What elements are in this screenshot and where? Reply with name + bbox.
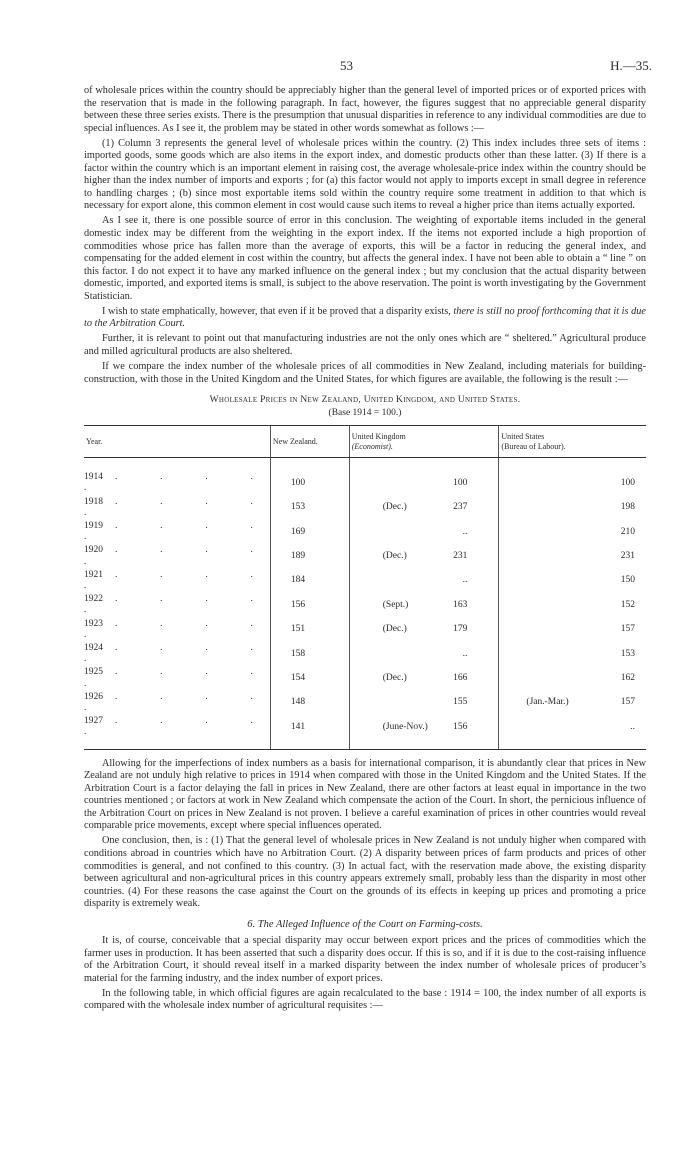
header-nz: New Zealand. (270, 426, 349, 458)
cell-us (499, 520, 646, 544)
leader-dots: . . . . . (84, 472, 269, 494)
uk-value: .. (462, 526, 468, 537)
year-value: 1922 (84, 594, 103, 605)
table-title: Wholesale Prices in New Zealand, United Kingdom, and United States. (209, 395, 521, 406)
page-header (0, 58, 700, 76)
cell-nz: 153 (270, 496, 349, 520)
year-value: 1921 (84, 569, 103, 580)
cell-nz: 100 (270, 458, 349, 496)
wholesale-prices-table (84, 425, 646, 749)
cell-uk (349, 593, 499, 617)
cell-year (84, 618, 270, 642)
paragraph: Allowing for the imperfections of index numbers as a basis for international comparison, it is abundantly clear that prices in New Zealand are not unduly high relative to prices in 1914 when compared with those in the United Kingdom and the United States. If the Arbitration Court is a factor delaying the fall in prices in New Zealand, there are other factors at least equal in importance in the two countries mentioned ; or factors at work in New Zealand which compensate the action of the Court. In short, the pernicious influence of the Arbitration Court on prices in New Zealand is not proven. I believe a careful examination of prices in other countries would reveal comparable price movements, except where special influences operated. (84, 757, 646, 832)
uk-value: 155 (453, 697, 468, 708)
year-value: 1926 (84, 691, 103, 702)
us-value: 157 (620, 624, 635, 635)
year-value: 1925 (84, 667, 103, 678)
leader-dots: . . . . . (84, 667, 269, 689)
table-row (84, 691, 646, 715)
uk-value: .. (462, 648, 468, 659)
uk-value: 163 (453, 599, 468, 610)
cell-year (84, 496, 270, 520)
cell-nz: 184 (270, 569, 349, 593)
table-row (84, 618, 646, 642)
document-body (84, 85, 646, 1016)
cell-nz: 189 (270, 544, 349, 568)
header-uk-source: (Economist). (351, 441, 393, 451)
cell-year (84, 569, 270, 593)
us-value: 152 (620, 599, 635, 610)
table-row (84, 544, 646, 568)
leader-dots: . . . . . (84, 496, 269, 518)
year-value: 1924 (84, 643, 103, 654)
year-value: 1918 (84, 496, 103, 507)
us-value: .. (630, 721, 635, 732)
uk-value: 100 (453, 477, 468, 488)
cell-uk (349, 691, 499, 715)
header-uk-label: United Kingdom (351, 432, 406, 442)
page-number: 53 (340, 58, 353, 73)
cell-nz: 148 (270, 691, 349, 715)
cell-nz: 141 (270, 715, 349, 749)
cell-us (499, 618, 646, 642)
us-value: 198 (620, 502, 635, 513)
cell-us (499, 642, 646, 666)
year-value: 1919 (84, 520, 103, 531)
paragraph: It is, of course, conceivable that a special disparity may occur between export prices and the prices of commodities which the farmer uses in production. It has been asserted that such a disparity does occur. If this is so, and if it is due to the cost-raising influence of the Arbitration Court, it should reveal itself in a marked disparity between the index number of wholesale prices of producer’s material for the farming industry, and the index number of export prices. (84, 935, 646, 984)
cell-us (499, 666, 646, 690)
us-value: 231 (620, 550, 635, 561)
uk-value: 166 (453, 673, 468, 684)
table-row (84, 458, 646, 496)
uk-value: 237 (453, 502, 468, 513)
cell-uk (349, 544, 499, 568)
cell-uk (349, 666, 499, 690)
uk-value: 179 (453, 624, 468, 635)
cell-nz: 151 (270, 618, 349, 642)
us-value: 162 (620, 673, 635, 684)
cell-nz: 169 (270, 520, 349, 544)
uk-value: 156 (453, 721, 468, 732)
cell-uk (349, 618, 499, 642)
table-row (84, 642, 646, 666)
year-value: 1923 (84, 618, 103, 629)
table-row (84, 520, 646, 544)
table-row (84, 496, 646, 520)
uk-note: (Dec.) (382, 673, 407, 684)
table-row (84, 569, 646, 593)
uk-note: (Dec.) (382, 502, 407, 513)
paragraph: In the following table, in which official figures are again recalculated to the base : 1914 = 100, the index number of all exports is compared with the wholesale index number of agricultural requisites :— (84, 987, 646, 1012)
cell-us (499, 593, 646, 617)
paragraph-emphatic (84, 306, 646, 331)
table-row (84, 666, 646, 690)
header-us-source: (Bureau of Labour). (501, 441, 566, 451)
leader-dots: . . . . . (84, 594, 269, 616)
cell-uk (349, 520, 499, 544)
us-value: 100 (620, 477, 635, 488)
us-value: 210 (620, 526, 635, 537)
uk-value: 231 (453, 550, 468, 561)
header-year: Year. (84, 426, 270, 458)
us-value: 153 (620, 648, 635, 659)
cell-uk (349, 642, 499, 666)
uk-value: .. (462, 575, 468, 586)
paragraph-text: I wish to state emphatically, however, that even if it be proved that a disparity exists, (102, 305, 454, 317)
paragraph: If we compare the index number of the wholesale prices of all commodities in New Zealand, including materials for building-construction, with those in the United Kingdom and the United States, for which figures are available, the following is the result :— (84, 360, 646, 385)
header-uk (349, 426, 499, 458)
cell-us (499, 544, 646, 568)
italic-conclusion: there is still no proof forthcoming that it is due to the Arbitration Court. (84, 305, 646, 330)
header-us-label: United States (501, 432, 545, 442)
cell-year (84, 593, 270, 617)
cell-year (84, 544, 270, 568)
cell-us (499, 691, 646, 715)
table-row (84, 593, 646, 617)
leader-dots: . . . . . (84, 569, 269, 591)
cell-year (84, 458, 270, 496)
table-subtitle: (Base 1914 = 100.) (328, 407, 402, 418)
cell-us (499, 496, 646, 520)
paragraph: Further, it is relevant to point out that manufacturing industries are not the only ones which are “ sheltered.” Agricultural produce and milled agricultural products are also sheltered. (84, 333, 646, 357)
paragraph: (1) Column 3 represents the general level of wholesale prices within the country. (2) This index includes three sets of items : imported goods, some goods which are also items in the export index, and domestic products other than these latter. (3) If there is a factor within the country which is an important element in raising cost, the average wholesale-price index within the country should be higher than the index number of imports and exports ; for (a) this factor would not apply to imports except in small degree in reference to handling charges ; (b) since most exportable items sold within the country require some treatment in addition to that which is necessary for export alone, this common element in cost would cause such items to reveal a higher price than items actually exported. (84, 137, 646, 212)
header-us (499, 426, 646, 458)
uk-note: (Dec.) (382, 550, 407, 561)
cell-uk (349, 458, 499, 496)
table-row (84, 715, 646, 749)
table-header-row (84, 426, 646, 458)
section-title: 6. The Alleged Influence of the Court on Farming-costs. (247, 918, 483, 930)
uk-note: (Dec.) (382, 624, 407, 635)
year-value: 1914 (84, 472, 103, 483)
leader-dots: . . . . . (84, 520, 269, 543)
cell-year (84, 520, 270, 544)
leader-dots: . . . . . (84, 545, 269, 567)
leader-dots: . . . . . (84, 618, 269, 640)
cell-year (84, 715, 270, 749)
cell-year (84, 642, 270, 666)
us-value: 157 (620, 697, 635, 708)
paragraph: of wholesale prices within the country should be appreciably higher than the general level of imported prices or of exported prices with the reservation that is made in the following paragraph. In fact, however, the figures suggest that no appreciable general disparity between these three series exists. There is the presumption that unusual disparities in reference to any individual commodities are due to special influences. As I see it, the problem may be stated in other words somewhat as follows :— (84, 85, 646, 134)
year-value: 1920 (84, 545, 103, 556)
uk-note: (Sept.) (382, 599, 409, 610)
cell-us (499, 569, 646, 593)
cell-year (84, 691, 270, 715)
uk-note: (June-Nov.) (382, 721, 428, 732)
us-note: (Jan.-Mar.) (526, 697, 569, 708)
cell-nz: 158 (270, 642, 349, 666)
cell-uk (349, 715, 499, 749)
cell-us (499, 458, 646, 496)
leader-dots: . . . . . (84, 643, 269, 665)
cell-nz: 154 (270, 666, 349, 690)
paragraph: One conclusion, then, is : (1) That the general level of wholesale prices in New Zealand is not unduly higher when compared with conditions abroad in countries which have no Arbitration Court. (2) A disparity between prices of farm products and prices of other commodities is general, and not confined to this country. (3) In actual fact, with the reservation made above, the existing disparity between agricultural and non-agricultural prices in this country appears extremely small, probably less than the disparity in most other countries. (4) For these reasons the case against the Court on the grounds of its effects in keeping up prices and promoting a price disparity is extremely weak. (84, 835, 646, 910)
cell-uk (349, 569, 499, 593)
paragraph: As I see it, there is one possible source of error in this conclusion. The weighting of exportable items included in the general domestic index may be different from the weighting in the export index. If the items not exported include a high proportion of commodities whose price has fallen more than the average of exports, this will be a factor in reducing the general index, and compensating for the added element in cost within the country, but affects the general index. I have not been able to obtain a “ line ” on this factor. I do not expect it to have any marked influence on the general index ; but my conclusion that the actual disparity between domestic, imported, and exported items is small, is subject to the above reservation. The point is worth investigating by the Government Statistician. (84, 215, 646, 302)
us-value: 150 (620, 575, 635, 586)
year-value: 1927 (84, 716, 103, 727)
cell-uk (349, 496, 499, 520)
leader-dots: . . . . . (84, 716, 269, 738)
cell-nz: 156 (270, 593, 349, 617)
cell-us (499, 715, 646, 749)
document-reference: H.—35. (610, 58, 652, 73)
cell-year (84, 666, 270, 690)
leader-dots: . . . . . (84, 691, 269, 714)
